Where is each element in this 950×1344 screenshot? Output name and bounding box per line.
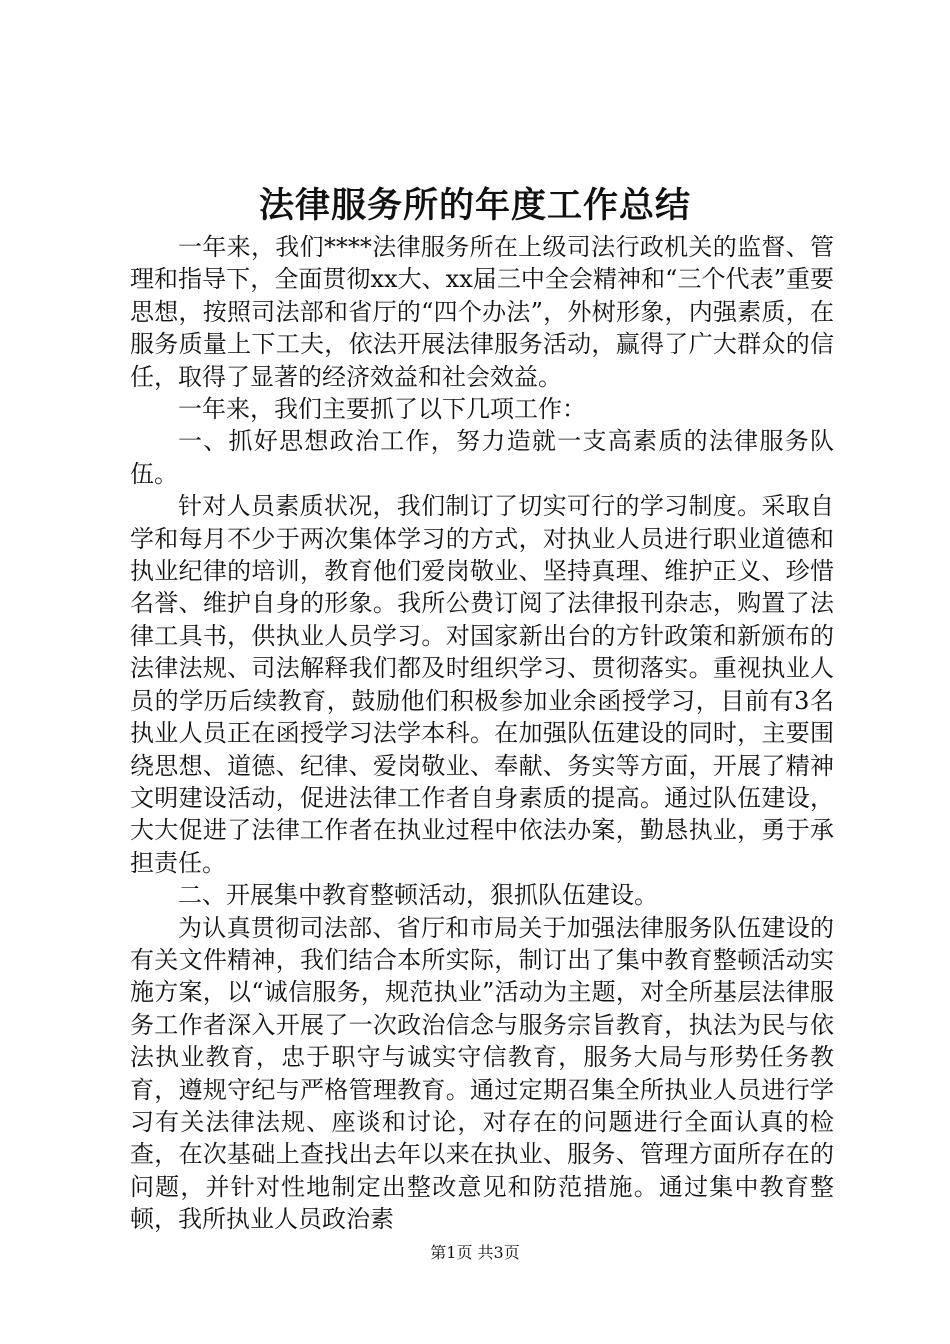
paragraph-intro: 一年来，我们****法律服务所在上级司法行政机关的监督、管理和指导下，全面贯彻xx大、xx届三中全会精神和“三个代表”重要思想，按照司法部和省厅的“四个办法”，外树形象，内强素质，在服务质量上下工夫，依法开展法律服务活动，赢得了广大群众的信任，取得了显著的经济效益和社会效益。	[130, 233, 834, 391]
paragraph-section-2: 为认真贯彻司法部、省厅和市局关于加强法律服务队伍建设的有关文件精神，我们结合本所实际，制订出了集中教育整顿活动实施方案，以“诚信服务，规范执业”活动为主题，对全所基层法律服务工作者深入开展了一次政治信念与服务宗旨教育，执法为民与依法执业教育，忠于职守与诚实守信教育，服务大局与形势任务教育，遵规守纪与严格管理教育。通过定期召集全所执业人员进行学习有关法律法规、座谈和讨论，对存在的问题进行全面认真的检查，在次基础上查找出去年以来在执业、服务、管理方面所存在的问题，并针对性地制定出整改意见和防范措施。通过集中教育整顿，我所执业人员政治素	[130, 913, 834, 1234]
page-footer: 第1页 共3页	[430, 1243, 520, 1262]
paragraph-overview: 一年来，我们主要抓了以下几项工作：	[178, 395, 586, 424]
section-heading-1: 一、抓好思想政治工作，努力造就一支高素质的法律服务队伍。	[130, 427, 834, 488]
document-body	[130, 231, 834, 1236]
section-heading-2: 二、开展集中教育整顿活动，狠抓队伍建设。	[178, 881, 658, 910]
paragraph-section-1: 针对人员素质状况，我们制订了切实可行的学习制度。采取自学和每月不少于两次集体学习的方式，对执业人员进行职业道德和执业纪律的培训，教育他们爱岗敬业、坚持真理、维护正义、珍惜名誉、维护自身的形象。我所公费订阅了法律报刊杂志，购置了法律工具书，供执业人员学习。对国家新出台的方针政策和新颁布的法律法规、司法解释我们都及时组织学习、贯彻落实。重视执业人员的学历后续教育，鼓励他们积极参加业余函授学习，目前有3名执业人员正在函授学习法学本科。在加强队伍建设的同时，主要围绕思想、道德、纪律、爱岗敬业、奉献、务实等方面，开展了精神文明建设活动，促进法律工作者自身素质的提高。通过队伍建设，大大促进了法律工作者在执业过程中依法办案，勤恳执业，勇于承担责任。	[130, 492, 834, 877]
document-title: 法律服务所的年度工作总结	[258, 185, 691, 226]
